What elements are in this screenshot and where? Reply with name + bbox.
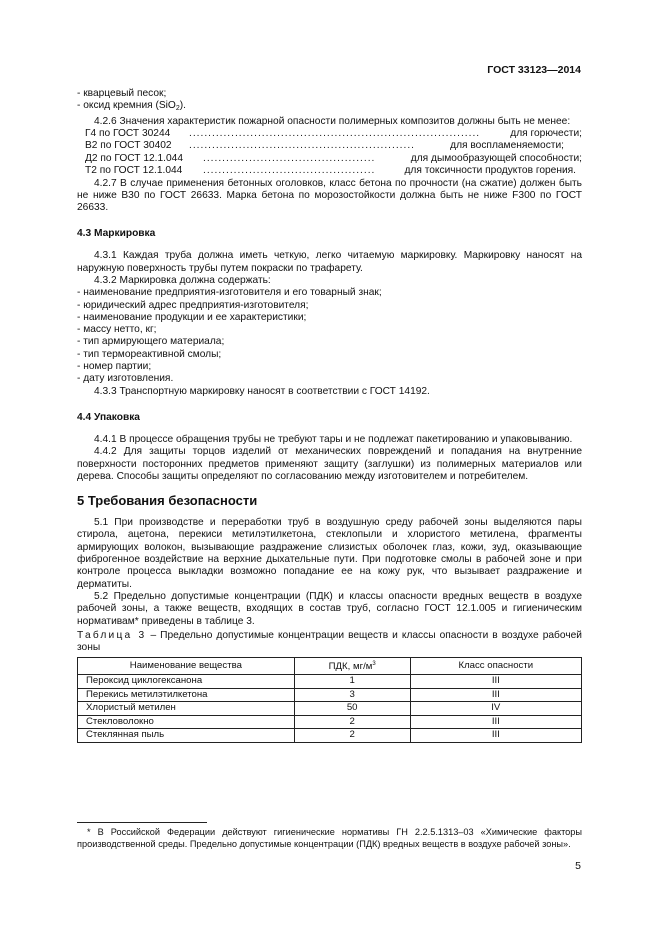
table-cell: 1	[294, 675, 410, 689]
list-item: - дату изготовления.	[77, 373, 174, 385]
table-row	[78, 702, 582, 716]
section-heading-4-3: 4.3 Маркировка	[77, 228, 156, 240]
list-item: - номер партии;	[77, 361, 152, 373]
table-cell: Стекловолокно	[78, 715, 295, 729]
list-item: - тип термореактивной смолы;	[77, 348, 222, 360]
table-header-row	[78, 658, 582, 675]
section-heading-4-4: 4.4 Упаковка	[77, 411, 140, 423]
table-cell: Перекись метилэтилкетона	[78, 688, 295, 702]
paragraph-4-3-3: 4.3.3 Транспортную маркировку наносят в соответствии с ГОСТ 14192.	[94, 385, 430, 397]
list-item: - наименование продукции и ее характеристики;	[77, 311, 307, 323]
table-row	[78, 715, 582, 729]
list-item: - юридический адрес предприятия-изготовителя;	[77, 299, 309, 311]
table-caption-label: Таблица 3	[77, 629, 147, 641]
table-cell: III	[410, 715, 581, 729]
table-cell: Стеклянная пыль	[78, 729, 295, 743]
table-cell: 2	[294, 715, 410, 729]
table-cell: Хлористый метилен	[78, 702, 295, 716]
paragraph-5-1: 5.1 При производстве и переработки труб в воздушную среду рабочей зоны выделяются пары стирола, ацетона, перекиси метилэтилкетона, стеклопыли и хлористого метилена, фрагменты армирующих волокон, вызывающие раздражение слизистых оболочек глаз, кожи, зуд, оказывающие фиброгенное воздействие на верхние дыхательные пути. При подготовке смолы в рабочей зоне и при контроле процесса выкладки возможно попадание ее на кожу рук, что вызывает раздражение и дерматиты.	[77, 517, 582, 590]
table-cell: III	[410, 729, 581, 743]
fire-hazard-row: Д2 по ГОСТ 12.1.044 ............................................. для дымообразующей способности;	[85, 152, 582, 164]
table-cell: III	[410, 688, 581, 702]
table-row	[78, 675, 582, 689]
column-header: ПДК, $мг/м^3$	[294, 658, 410, 675]
list-item: - массу нетто, кг;	[77, 324, 157, 336]
fire-hazard-row: Г4 по ГОСТ 30244 ............................................................................ для горючести;	[85, 127, 582, 139]
fire-hazard-list	[77, 128, 582, 178]
footnote: * В Российской Федерации действуют гигиенические нормативы ГН 2.2.5.1313–03 «Химические факторы производственной среды. Предельно допустимые концентрации (ПДК) вредных веществ в воздухе рабочей зоны».	[77, 827, 582, 849]
table-cell: III	[410, 675, 581, 689]
paragraph-4-4-2: 4.4.2 Для защиты торцов изделий от механических повреждений и попадания на внутренние поверхности посторонних предметов применяют защиту (заглушки) из полимерных материалов или дерева. Способы защиты определяют по согласованию между изготовителем и потребителем.	[77, 446, 582, 482]
table-cell: IV	[410, 702, 581, 716]
list-item: - тип армирующего материала;	[77, 336, 225, 348]
standard-header: ГОСТ 33123—2014	[487, 64, 581, 76]
paragraph-4-3-1: 4.3.1 Каждая труба должна иметь четкую, легко читаемую маркировку. Маркировку наносят на наружную поверхность трубы путем покраски по трафарету.	[77, 250, 582, 274]
column-header: Класс опасности	[410, 658, 581, 675]
table-caption-text: – Предельно допустимые концентрации веществ и классы опасности в воздухе рабочей зоны	[77, 629, 582, 654]
paragraph-5-2: 5.2 Предельно допустимые концентрации (ПДК) и классы опасности вредных веществ в воздухе рабочей зоны, а также веществ, входящих в состав труб, согласно ГОСТ 12.1.005 и гигиеническим нормативам* приведены в таблице 3.	[77, 590, 582, 627]
paragraph-4-2-6: 4.2.6 Значения характеристик пожарной опасности полимерных композитов должны быть не менее:	[94, 115, 571, 127]
paragraph-4-4-1: 4.4.1 В процессе обращения трубы не требуют тары и не подлежат пакетированию и упаковыванию.	[94, 433, 573, 445]
list-item: - оксид кремния (SiO$_2$).	[77, 100, 186, 113]
table-cell: 3	[294, 688, 410, 702]
fire-hazard-row: В2 по ГОСТ 30402 ........................................................... для воспламеняемости;	[85, 140, 564, 152]
table-cell: 50	[294, 702, 410, 716]
fire-hazard-row: Т2 по ГОСТ 12.1.044 ............................................. для токсичности продуктов горения.	[85, 165, 576, 177]
footnote-divider	[77, 822, 207, 823]
table-row	[78, 688, 582, 702]
page-number: 5	[575, 860, 581, 872]
paragraph-4-2-7: 4.2.7 В случае применения бетонных оголовков, класс бетона по прочности (на сжатие) должен быть не ниже В30 по ГОСТ 26633. Марка бетона по морозостойкости должна быть не ниже F300 по ГОСТ 26633.	[77, 177, 582, 214]
table-row	[78, 729, 582, 743]
table-cell: Пероксид циклогексанона	[78, 675, 295, 689]
pdk-table	[77, 657, 582, 743]
page-body	[77, 88, 582, 743]
table-cell: 2	[294, 729, 410, 743]
column-header: Наименование вещества	[78, 658, 295, 675]
table-caption	[77, 630, 582, 654]
list-item: - кварцевый песок;	[77, 88, 167, 99]
list-item: - наименование предприятия-изготовителя и его товарный знак;	[77, 287, 382, 299]
section-heading-5: 5 Требования безопасности	[77, 493, 258, 509]
paragraph-4-3-2: 4.3.2 Маркировка должна содержать:	[94, 275, 271, 286]
